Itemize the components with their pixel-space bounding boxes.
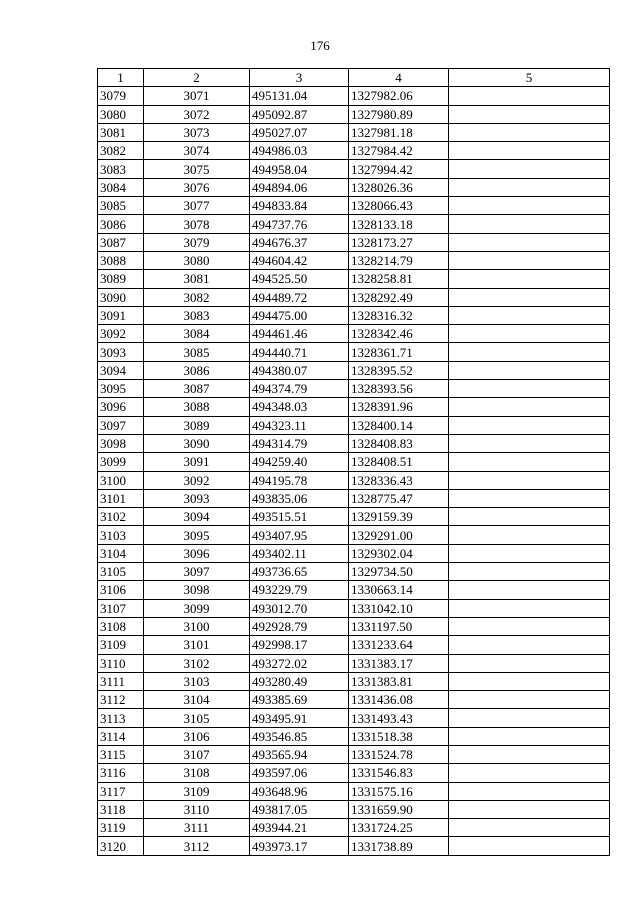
header-row (98, 69, 610, 87)
x-coordinate-cell: 493402.11 (250, 544, 349, 562)
row-number-cell: 3107 (98, 599, 144, 617)
note-cell (449, 398, 610, 416)
row-number-cell: 3109 (98, 636, 144, 654)
y-coordinate-cell: 1328393.56 (349, 380, 449, 398)
y-coordinate-cell: 1328400.14 (349, 416, 449, 434)
row-number-cell: 3089 (98, 270, 144, 288)
y-coordinate-cell: 1327982.06 (349, 87, 449, 105)
y-coordinate-cell: 1331197.50 (349, 617, 449, 635)
row-number-cell: 3095 (98, 380, 144, 398)
row-number-cell: 3119 (98, 819, 144, 837)
row-number-cell: 3079 (98, 87, 144, 105)
row-number-cell: 3102 (98, 508, 144, 526)
x-coordinate-cell: 493944.21 (250, 819, 349, 837)
note-cell (449, 380, 610, 398)
point-number-cell: 3093 (144, 489, 250, 507)
table-row (98, 416, 610, 434)
point-number-cell: 3080 (144, 251, 250, 269)
note-cell (449, 197, 610, 215)
row-number-cell: 3120 (98, 837, 144, 855)
y-coordinate-cell: 1328258.81 (349, 270, 449, 288)
table-row (98, 819, 610, 837)
y-coordinate-cell: 1328391.96 (349, 398, 449, 416)
column-header-2: 2 (144, 69, 250, 87)
row-number-cell: 3091 (98, 306, 144, 324)
note-cell (449, 434, 610, 452)
point-number-cell: 3074 (144, 142, 250, 160)
column-header-1: 1 (98, 69, 144, 87)
table-row (98, 87, 610, 105)
table-row (98, 123, 610, 141)
note-cell (449, 581, 610, 599)
note-cell (449, 819, 610, 837)
point-number-cell: 3083 (144, 306, 250, 324)
row-number-cell: 3116 (98, 764, 144, 782)
note-cell (449, 343, 610, 361)
table-row (98, 654, 610, 672)
y-coordinate-cell: 1328408.51 (349, 453, 449, 471)
point-number-cell: 3095 (144, 526, 250, 544)
note-cell (449, 782, 610, 800)
row-number-cell: 3114 (98, 727, 144, 745)
row-number-cell: 3097 (98, 416, 144, 434)
x-coordinate-cell: 494314.79 (250, 434, 349, 452)
note-cell (449, 160, 610, 178)
table-row (98, 727, 610, 745)
note-cell (449, 87, 610, 105)
x-coordinate-cell: 494195.78 (250, 471, 349, 489)
y-coordinate-cell: 1328775.47 (349, 489, 449, 507)
table-row (98, 672, 610, 690)
point-number-cell: 3109 (144, 782, 250, 800)
x-coordinate-cell: 493272.02 (250, 654, 349, 672)
table-row (98, 508, 610, 526)
table-row (98, 453, 610, 471)
table-row (98, 489, 610, 507)
table-row (98, 233, 610, 251)
table-row (98, 617, 610, 635)
x-coordinate-cell: 494833.84 (250, 197, 349, 215)
table-row (98, 745, 610, 763)
y-coordinate-cell: 1328408.83 (349, 434, 449, 452)
point-number-cell: 3092 (144, 471, 250, 489)
y-coordinate-cell: 1329302.04 (349, 544, 449, 562)
point-number-cell: 3077 (144, 197, 250, 215)
column-header-4: 4 (349, 69, 449, 87)
table-row (98, 782, 610, 800)
y-coordinate-cell: 1331518.38 (349, 727, 449, 745)
x-coordinate-cell: 494958.04 (250, 160, 349, 178)
x-coordinate-cell: 493817.05 (250, 800, 349, 818)
x-coordinate-cell: 494676.37 (250, 233, 349, 251)
point-number-cell: 3085 (144, 343, 250, 361)
point-number-cell: 3073 (144, 123, 250, 141)
point-number-cell: 3096 (144, 544, 250, 562)
y-coordinate-cell: 1329159.39 (349, 508, 449, 526)
row-number-cell: 3115 (98, 745, 144, 763)
point-number-cell: 3076 (144, 178, 250, 196)
x-coordinate-cell: 495027.07 (250, 123, 349, 141)
y-coordinate-cell: 1328336.43 (349, 471, 449, 489)
y-coordinate-cell: 1329291.00 (349, 526, 449, 544)
table-row (98, 288, 610, 306)
table-row (98, 544, 610, 562)
row-number-cell: 3094 (98, 361, 144, 379)
table-row (98, 270, 610, 288)
table-row (98, 691, 610, 709)
y-coordinate-cell: 1331436.08 (349, 691, 449, 709)
point-number-cell: 3087 (144, 380, 250, 398)
row-number-cell: 3098 (98, 434, 144, 452)
point-number-cell: 3102 (144, 654, 250, 672)
table-row (98, 636, 610, 654)
point-number-cell: 3086 (144, 361, 250, 379)
y-coordinate-cell: 1328395.52 (349, 361, 449, 379)
table-row (98, 361, 610, 379)
note-cell (449, 489, 610, 507)
point-number-cell: 3097 (144, 563, 250, 581)
x-coordinate-cell: 493012.70 (250, 599, 349, 617)
y-coordinate-cell: 1331233.64 (349, 636, 449, 654)
x-coordinate-cell: 493648.96 (250, 782, 349, 800)
y-coordinate-cell: 1328026.36 (349, 178, 449, 196)
x-coordinate-cell: 492928.79 (250, 617, 349, 635)
row-number-cell: 3110 (98, 654, 144, 672)
x-coordinate-cell: 494489.72 (250, 288, 349, 306)
table-row (98, 526, 610, 544)
point-number-cell: 3091 (144, 453, 250, 471)
note-cell (449, 599, 610, 617)
note-cell (449, 453, 610, 471)
y-coordinate-cell: 1327980.89 (349, 105, 449, 123)
note-cell (449, 178, 610, 196)
x-coordinate-cell: 494604.42 (250, 251, 349, 269)
row-number-cell: 3088 (98, 251, 144, 269)
row-number-cell: 3103 (98, 526, 144, 544)
x-coordinate-cell: 495131.04 (250, 87, 349, 105)
row-number-cell: 3113 (98, 709, 144, 727)
x-coordinate-cell: 493495.91 (250, 709, 349, 727)
x-coordinate-cell: 495092.87 (250, 105, 349, 123)
table-row (98, 581, 610, 599)
row-number-cell: 3101 (98, 489, 144, 507)
note-cell (449, 636, 610, 654)
row-number-cell: 3082 (98, 142, 144, 160)
note-cell (449, 251, 610, 269)
row-number-cell: 3093 (98, 343, 144, 361)
point-number-cell: 3106 (144, 727, 250, 745)
y-coordinate-cell: 1331493.43 (349, 709, 449, 727)
table-row (98, 142, 610, 160)
table-row (98, 563, 610, 581)
note-cell (449, 288, 610, 306)
y-coordinate-cell: 1329734.50 (349, 563, 449, 581)
row-number-cell: 3117 (98, 782, 144, 800)
x-coordinate-cell: 494894.06 (250, 178, 349, 196)
table-row (98, 764, 610, 782)
note-cell (449, 837, 610, 855)
row-number-cell: 3086 (98, 215, 144, 233)
note-cell (449, 672, 610, 690)
row-number-cell: 3087 (98, 233, 144, 251)
note-cell (449, 764, 610, 782)
note-cell (449, 544, 610, 562)
table-row (98, 105, 610, 123)
note-cell (449, 233, 610, 251)
column-header-5: 5 (449, 69, 610, 87)
point-number-cell: 3112 (144, 837, 250, 855)
note-cell (449, 123, 610, 141)
y-coordinate-cell: 1331724.25 (349, 819, 449, 837)
table-row (98, 160, 610, 178)
point-number-cell: 3105 (144, 709, 250, 727)
note-cell (449, 215, 610, 233)
coordinates-table (97, 68, 610, 856)
note-cell (449, 508, 610, 526)
y-coordinate-cell: 1331659.90 (349, 800, 449, 818)
y-coordinate-cell: 1331042.10 (349, 599, 449, 617)
x-coordinate-cell: 493597.06 (250, 764, 349, 782)
point-number-cell: 3079 (144, 233, 250, 251)
y-coordinate-cell: 1328133.18 (349, 215, 449, 233)
table-body (98, 87, 610, 855)
row-number-cell: 3096 (98, 398, 144, 416)
x-coordinate-cell: 493385.69 (250, 691, 349, 709)
point-number-cell: 3101 (144, 636, 250, 654)
y-coordinate-cell: 1331546.83 (349, 764, 449, 782)
table-row (98, 599, 610, 617)
note-cell (449, 563, 610, 581)
point-number-cell: 3100 (144, 617, 250, 635)
x-coordinate-cell: 493280.49 (250, 672, 349, 690)
y-coordinate-cell: 1328316.32 (349, 306, 449, 324)
row-number-cell: 3106 (98, 581, 144, 599)
table-row (98, 306, 610, 324)
row-number-cell: 3080 (98, 105, 144, 123)
note-cell (449, 306, 610, 324)
table-row (98, 178, 610, 196)
note-cell (449, 617, 610, 635)
row-number-cell: 3090 (98, 288, 144, 306)
column-header-3: 3 (250, 69, 349, 87)
note-cell (449, 526, 610, 544)
note-cell (449, 361, 610, 379)
point-number-cell: 3090 (144, 434, 250, 452)
y-coordinate-cell: 1327981.18 (349, 123, 449, 141)
x-coordinate-cell: 492998.17 (250, 636, 349, 654)
row-number-cell: 3085 (98, 197, 144, 215)
x-coordinate-cell: 493835.06 (250, 489, 349, 507)
row-number-cell: 3112 (98, 691, 144, 709)
x-coordinate-cell: 494986.03 (250, 142, 349, 160)
point-number-cell: 3108 (144, 764, 250, 782)
point-number-cell: 3072 (144, 105, 250, 123)
page-number: 176 (310, 38, 330, 53)
x-coordinate-cell: 494348.03 (250, 398, 349, 416)
x-coordinate-cell: 493973.17 (250, 837, 349, 855)
point-number-cell: 3110 (144, 800, 250, 818)
x-coordinate-cell: 494525.50 (250, 270, 349, 288)
table-row (98, 709, 610, 727)
x-coordinate-cell: 494475.00 (250, 306, 349, 324)
point-number-cell: 3103 (144, 672, 250, 690)
row-number-cell: 3104 (98, 544, 144, 562)
point-number-cell: 3088 (144, 398, 250, 416)
point-number-cell: 3071 (144, 87, 250, 105)
row-number-cell: 3105 (98, 563, 144, 581)
table-row (98, 434, 610, 452)
y-coordinate-cell: 1328066.43 (349, 197, 449, 215)
table-row (98, 325, 610, 343)
note-cell (449, 105, 610, 123)
point-number-cell: 3078 (144, 215, 250, 233)
point-number-cell: 3107 (144, 745, 250, 763)
row-number-cell: 3084 (98, 178, 144, 196)
y-coordinate-cell: 1331738.89 (349, 837, 449, 855)
y-coordinate-cell: 1331383.17 (349, 654, 449, 672)
note-cell (449, 654, 610, 672)
x-coordinate-cell: 494461.46 (250, 325, 349, 343)
table-row (98, 380, 610, 398)
point-number-cell: 3082 (144, 288, 250, 306)
y-coordinate-cell: 1331575.16 (349, 782, 449, 800)
y-coordinate-cell: 1328292.49 (349, 288, 449, 306)
note-cell (449, 727, 610, 745)
x-coordinate-cell: 493407.95 (250, 526, 349, 544)
y-coordinate-cell: 1331524.78 (349, 745, 449, 763)
table-row (98, 398, 610, 416)
y-coordinate-cell: 1327984.42 (349, 142, 449, 160)
row-number-cell: 3083 (98, 160, 144, 178)
row-number-cell: 3118 (98, 800, 144, 818)
note-cell (449, 471, 610, 489)
table-row (98, 471, 610, 489)
point-number-cell: 3081 (144, 270, 250, 288)
point-number-cell: 3075 (144, 160, 250, 178)
note-cell (449, 142, 610, 160)
note-cell (449, 745, 610, 763)
point-number-cell: 3098 (144, 581, 250, 599)
table-row (98, 837, 610, 855)
y-coordinate-cell: 1328361.71 (349, 343, 449, 361)
row-number-cell: 3100 (98, 471, 144, 489)
note-cell (449, 709, 610, 727)
row-number-cell: 3099 (98, 453, 144, 471)
table-row (98, 800, 610, 818)
x-coordinate-cell: 494259.40 (250, 453, 349, 471)
x-coordinate-cell: 493546.85 (250, 727, 349, 745)
x-coordinate-cell: 494323.11 (250, 416, 349, 434)
x-coordinate-cell: 493565.94 (250, 745, 349, 763)
x-coordinate-cell: 494380.07 (250, 361, 349, 379)
table-row (98, 251, 610, 269)
note-cell (449, 691, 610, 709)
point-number-cell: 3089 (144, 416, 250, 434)
note-cell (449, 270, 610, 288)
point-number-cell: 3104 (144, 691, 250, 709)
x-coordinate-cell: 493736.65 (250, 563, 349, 581)
x-coordinate-cell: 494374.79 (250, 380, 349, 398)
x-coordinate-cell: 493229.79 (250, 581, 349, 599)
y-coordinate-cell: 1328214.79 (349, 251, 449, 269)
table-row (98, 215, 610, 233)
note-cell (449, 800, 610, 818)
point-number-cell: 3094 (144, 508, 250, 526)
point-number-cell: 3084 (144, 325, 250, 343)
note-cell (449, 325, 610, 343)
note-cell (449, 416, 610, 434)
x-coordinate-cell: 494737.76 (250, 215, 349, 233)
x-coordinate-cell: 493515.51 (250, 508, 349, 526)
row-number-cell: 3108 (98, 617, 144, 635)
point-number-cell: 3111 (144, 819, 250, 837)
y-coordinate-cell: 1328342.46 (349, 325, 449, 343)
y-coordinate-cell: 1330663.14 (349, 581, 449, 599)
x-coordinate-cell: 494440.71 (250, 343, 349, 361)
table-row (98, 197, 610, 215)
y-coordinate-cell: 1328173.27 (349, 233, 449, 251)
row-number-cell: 3081 (98, 123, 144, 141)
y-coordinate-cell: 1327994.42 (349, 160, 449, 178)
row-number-cell: 3111 (98, 672, 144, 690)
point-number-cell: 3099 (144, 599, 250, 617)
row-number-cell: 3092 (98, 325, 144, 343)
y-coordinate-cell: 1331383.81 (349, 672, 449, 690)
table-row (98, 343, 610, 361)
